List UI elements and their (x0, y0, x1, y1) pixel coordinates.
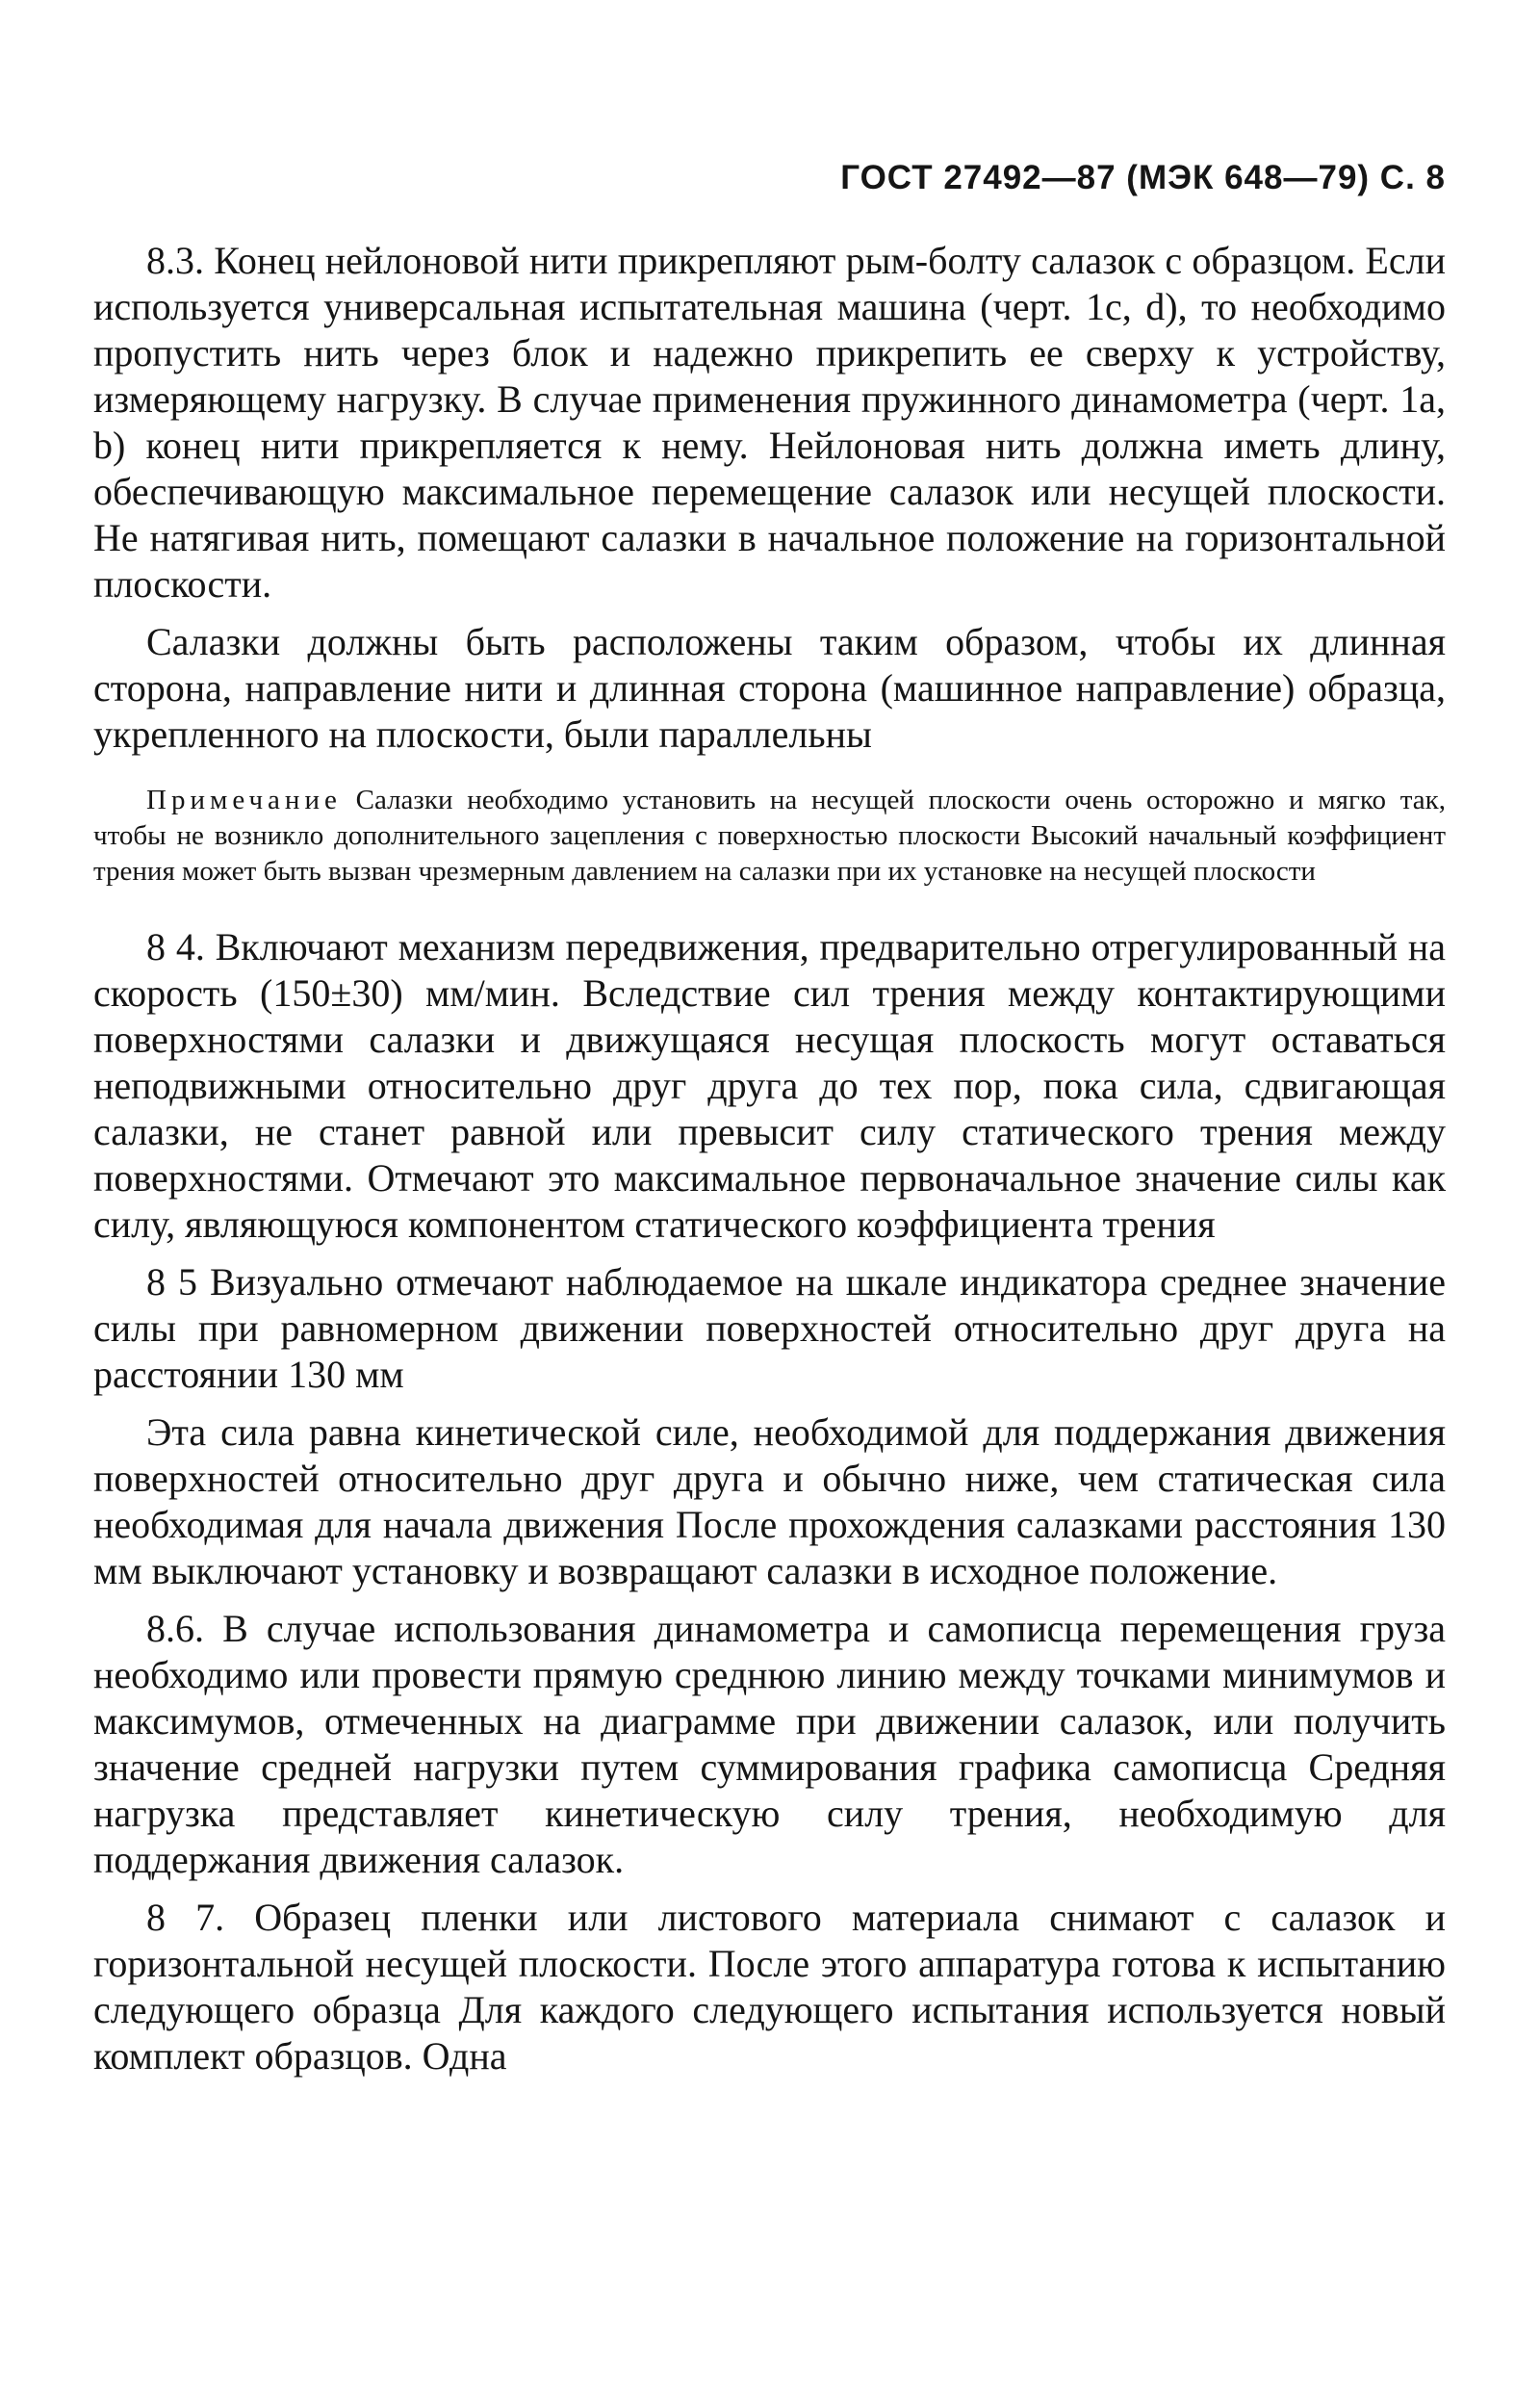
paragraph-8-5: 8 5 Визуально отмечают наблюдаемое на шкале индикатора среднее значение силы при равномерном движении поверхностей относительно друг друга на расстоянии 130 мм (93, 1260, 1446, 1396)
note-label: Примечание (146, 785, 342, 815)
paragraph-8-6: 8.6. В случае использования динамометра и самописца перемещения груза необходимо или провести прямую среднюю линию между точками минимумов и максимумов, отмеченных на диаграмме при движении салазок, или получить значение средней нагрузки путем суммирования графика самописца Средняя нагрузка представляет кинетическую силу трения, необходимую для поддержания движения салазок. (93, 1607, 1446, 1881)
paragraph-8-3: 8.3. Конец нейлоновой нити прикрепляют рым-болту салазок с образцом. Если используется универсальная испытательная машина (черт. 1c, d), то необходимо пропустить нить через блок и надежно прикрепить ее сверху к устройству, измеряющему нагрузку. В случае применения пружинного динамометра (черт. 1a, b) конец нити прикрепляется к нему. Нейлоновая нить должна иметь длину, обеспечивающую максимальное перемещение салазок или несущей плоскости. Не натягивая нить, помещают салазки в начальное положение на горизонтальной плоскости. (93, 239, 1446, 606)
paragraph-8-4: 8 4. Включают механизм передвижения, предварительно отрегулированный на скорость (150±30) мм/мин. Вследствие сил трения между контактирующими поверхностями салазки и движущаяся несущая плоскость могут оставаться неподвижными относительно друг друга до тех пор, пока сила, сдвигающая салазки, не станет равной или превысит силу статического трения между поверхностями. Отмечают это максимальное первоначальное значение силы как силу, являющуюся компонентом статического коэффициента трения (93, 925, 1446, 1246)
paragraph-8-5-cont: Эта сила равна кинетической силе, необходимой для поддержания движения поверхностей относительно друг друга и обычно ниже, чем статическая сила необходимая для начала движения После прохождения салазками расстояния 130 мм выключают установку и возвращают салазки в исходное положение. (93, 1410, 1446, 1592)
document-page (93, 159, 1446, 2091)
note-text: Салазки необходимо установить на несущей плоскости очень осторожно и мягко так, чтобы не возникло дополнительного зацепления с поверхностью плоскости Высокий начальный коэффициент трения может быть вызван чрезмерным давлением на салазки при их установке на несущей плоскости (93, 785, 1446, 887)
note (93, 783, 1446, 890)
page-header: ГОСТ 27492—87 (МЭК 648—79) С. 8 (840, 159, 1446, 196)
paragraph-8-3-cont: Салазки должны быть расположены таким образом, чтобы их длинная сторона, направление нити и длинная сторона (машинное направление) образца, укрепленного на плоскости, были параллельны (93, 620, 1446, 756)
paragraph-8-7: 8 7. Образец пленки или листового материала снимают с салазок и горизонтальной несущей плоскости. После этого аппаратура готова к испытанию следующего образца Для каждого следующего испытания используется новый комплект образцов. Одна (93, 1896, 1446, 2078)
